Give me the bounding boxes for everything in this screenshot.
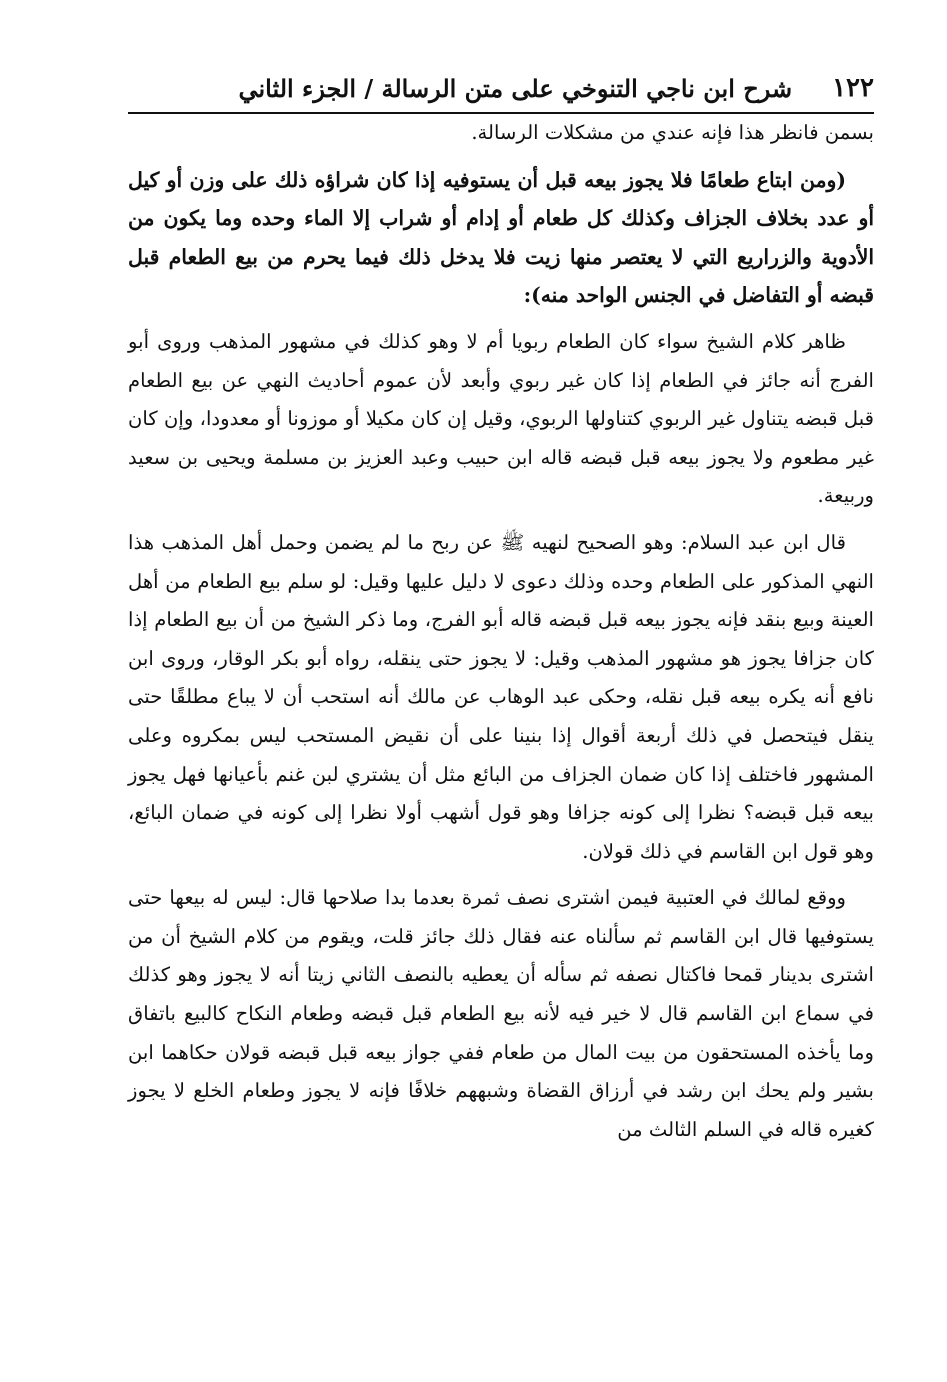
running-title: شرح ابن ناجي التنوخي على متن الرسالة / الجزء الثاني xyxy=(238,73,793,103)
paragraph-continuation: بسمن فانظر هذا فإنه عندي من مشكلات الرسالة. xyxy=(471,121,874,144)
paragraph-matn-quote: (ومن ابتاع طعامًا فلا يجوز بيعه قبل أن يستوفيه إذا كان شراؤه ذلك على وزن أو كيل أو عدد بخلاف الجزاف وكذلك كل طعام أو إدام أو شراب إلا الماء وحده وما يكون من الأدوية والزراريع التي لا يعتصر منها زيت فلا يدخل ذلك فيما يحرم من بيع الطعام قبل قبضه أو التفاضل في الجنس الواحد منه): xyxy=(128,167,874,308)
paragraph-commentary-1: ظاهر كلام الشيخ سواء كان الطعام ربويا أم لا وهو كذلك في مشهور المذهب وروى أبو الفرج أنه جائز في الطعام إذا كان غير ربوي وأبعد لأن عموم أحاديث النهي عن بيع الطعام قبل قبضه يتناول غير الربوي كتناولها الربوي، وقيل إن كان مكيلا أو موزونا أو معدودا، وإن كان غير مطعوم ولا يجوز بيعه قبل قبضه قاله ابن حبيب وعبد العزيز بن مسلمة ويحيى بن سعيد وربيعة. xyxy=(128,329,874,508)
page-header xyxy=(128,66,874,114)
book-page xyxy=(128,66,874,1326)
paragraph-commentary-2: قال ابن عبد السلام: وهو الصحيح لنهيه ﷺ عن ربح ما لم يضمن وحمل أهل المذهب هذا النهي المذكور على الطعام وحده وذلك دعوى لا دليل عليها وقيل: لو سلم بيع الطعام من أهل العينة وبيع بنقد فإنه يجوز بيعه قبل قبضه قاله أبو الفرج، وما ذكر الشيخ من أن بيع الطعام إذا كان جزافا يجوز هو مشهور المذهب وقيل: لا يجوز حتى ينقله، رواه أبو بكر الوقار، وروى ابن نافع أنه يكره بيعه قبل نقله، وحكى عبد الوهاب عن مالك أنه استحب أن لا يباع مطلقًا حتى ينقل فيتحصل في ذلك أربعة أقوال إذا بنينا على أن نقيض المستحب ليس بمكروه وعلى المشهور فاختلف إذا كان ضمان الجزاف من البائع مثل أن يشتري لبن غنم بأعيانها فهل يجوز بيعه قبل قبضه؟ نظرا إلى كونه جزافا وهو قول أشهب أولا نظرا إلى كونه في ضمان البائع، وهو قول ابن القاسم في ذلك قولان. xyxy=(128,530,874,863)
page-number: ١٢٢ xyxy=(832,73,874,103)
paragraph-commentary-3: ووقع لمالك في العتبية فيمن اشترى نصف ثمرة بعدما بدا صلاحها قال: ليس له بيعها حتى يستوفيها قال ابن القاسم ثم سألناه عنه فقال ذلك جائز قلت، ويقوم من كلام الشيخ أن من اشترى بدينار قمحا فاكتال نصفه ثم سأله أن يعطيه بالنصف الثاني زيتا أنه لا يجوز وهو كذلك في سماع ابن القاسم قال لا خير فيه لأنه بيع الطعام قبل قبضه وطعام النكاح كالبيع باتفاق وما يأخذه المستحقون من بيت المال من طعام ففي جواز بيعه قبل قبضه قولان حكاهما ابن بشير ولم يحك ابن رشد في أرزاق القضاة وشبههم خلافًا فإنه لا يجوز وطعام الخلع لا يجوز كغيره قاله في السلم الثالث من xyxy=(128,886,874,1141)
page-body xyxy=(128,114,874,1149)
